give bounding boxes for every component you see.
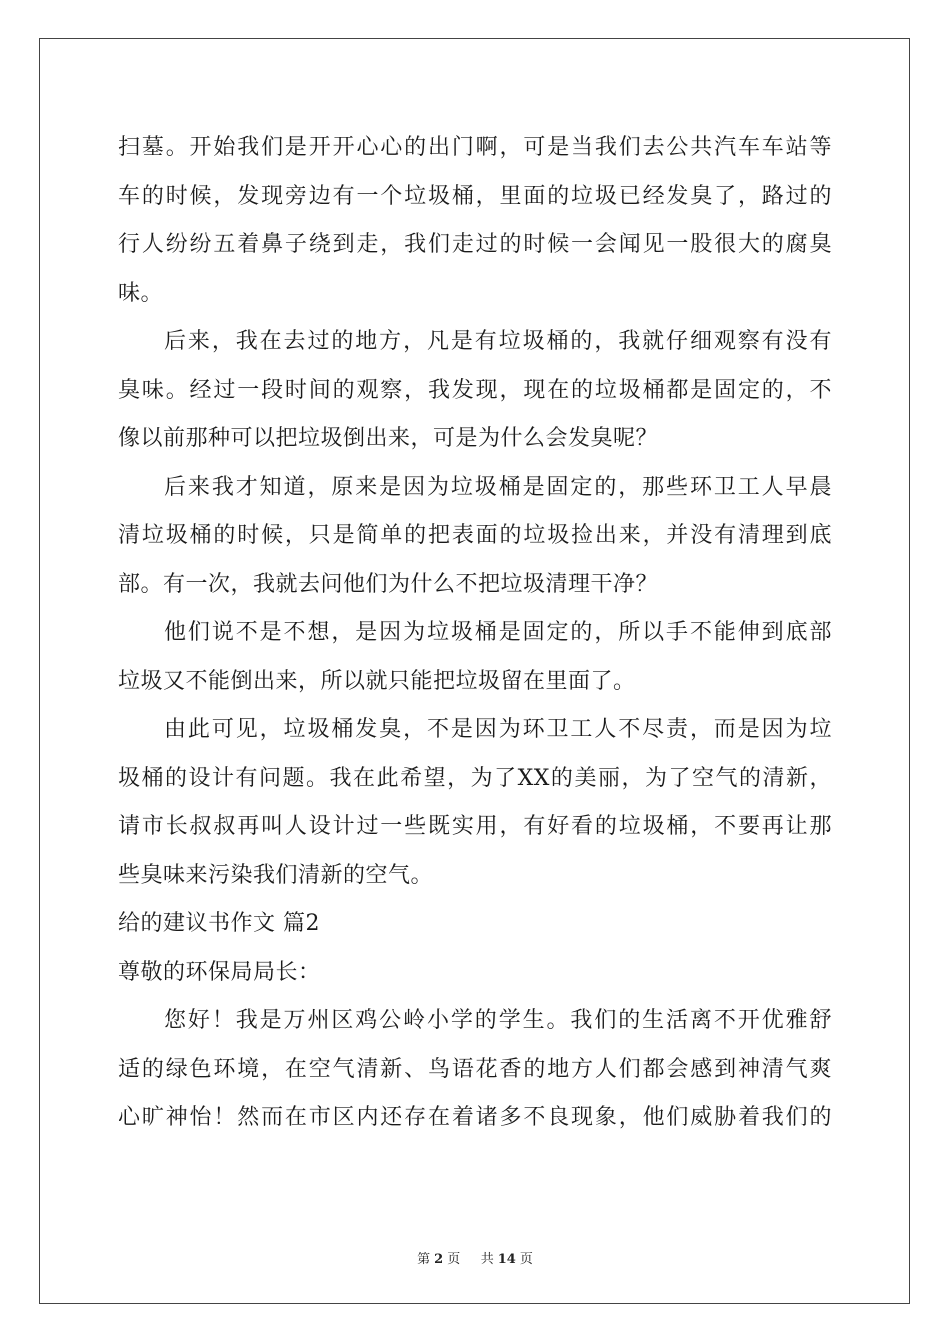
footer-total-suffix: 页 bbox=[519, 1252, 533, 1267]
text-line: 适的绿色环境，在空气清新、鸟语花香的地方人们都会感到神清气爽 bbox=[118, 1056, 832, 1082]
footer-total-prefix: 共 bbox=[480, 1252, 494, 1267]
salutation: 尊敬的环保局局长： bbox=[118, 959, 321, 985]
page-footer bbox=[0, 1248, 950, 1267]
text-line: 后来我才知道，原来是因为垃圾桶是固定的，那些环卫工人早晨 bbox=[164, 474, 832, 500]
text-line: 您好！我是万州区鸡公岭小学的学生。我们的生活离不开优雅舒 bbox=[164, 1008, 832, 1033]
text-line: 部。有一次，我就去问他们为什么不把垃圾清理干净？ bbox=[118, 571, 659, 597]
text-line: 行人纷纷五着鼻子绕到走，我们走过的时候一会闻见一股很大的腐臭 bbox=[118, 232, 832, 257]
text-line: 心旷神怡！然而在市区内还存在着诸多不良现象，他们威胁着我们的 bbox=[118, 1105, 832, 1130]
text-line: 垃圾又不能倒出来，所以就只能把垃圾留在里面了。 bbox=[118, 668, 636, 694]
footer-page-suffix: 页 bbox=[447, 1252, 461, 1267]
text-line: 清垃圾桶的时候，只是简单的把表面的垃圾捡出来，并没有清理到底 bbox=[118, 523, 832, 548]
text-line: 请市长叔叔再叫人设计过一些既实用，有好看的垃圾桶，不要再让那 bbox=[118, 814, 832, 839]
text-line: 扫墓。开始我们是开开心心的出门啊，可是当我们去公共汽车车站等 bbox=[118, 135, 832, 160]
text-line: 由此可见，垃圾桶发臭，不是因为环卫工人不尽责，而是因为垃 bbox=[164, 717, 832, 742]
text-line: 圾桶的设计有问题。我在此希望，为了XX的美丽，为了空气的清新， bbox=[118, 765, 832, 791]
text-line: 他们说不是不想，是因为垃圾桶是固定的，所以手不能伸到底部 bbox=[164, 620, 832, 645]
document-body bbox=[118, 124, 832, 1143]
text-line: 车的时候，发现旁边有一个垃圾桶，里面的垃圾已经发臭了，路过的 bbox=[118, 183, 832, 209]
text-line: 后来，我在去过的地方，凡是有垃圾桶的，我就仔细观察有没有 bbox=[164, 329, 832, 354]
footer-page-prefix: 第 bbox=[417, 1252, 431, 1267]
text-line: 像以前那种可以把垃圾倒出来，可是为什么会发臭呢？ bbox=[118, 426, 659, 451]
text-line: 臭味。经过一段时间的观察，我发现，现在的垃圾桶都是固定的，不 bbox=[118, 377, 832, 403]
text-line: 些臭味来污染我们清新的空气。 bbox=[118, 862, 434, 888]
footer-page-number: 2 bbox=[434, 1252, 444, 1267]
text-line: 味。 bbox=[118, 280, 164, 306]
footer-total-pages: 14 bbox=[497, 1252, 516, 1267]
section-heading: 给的建议书作文 篇2 bbox=[118, 911, 320, 936]
